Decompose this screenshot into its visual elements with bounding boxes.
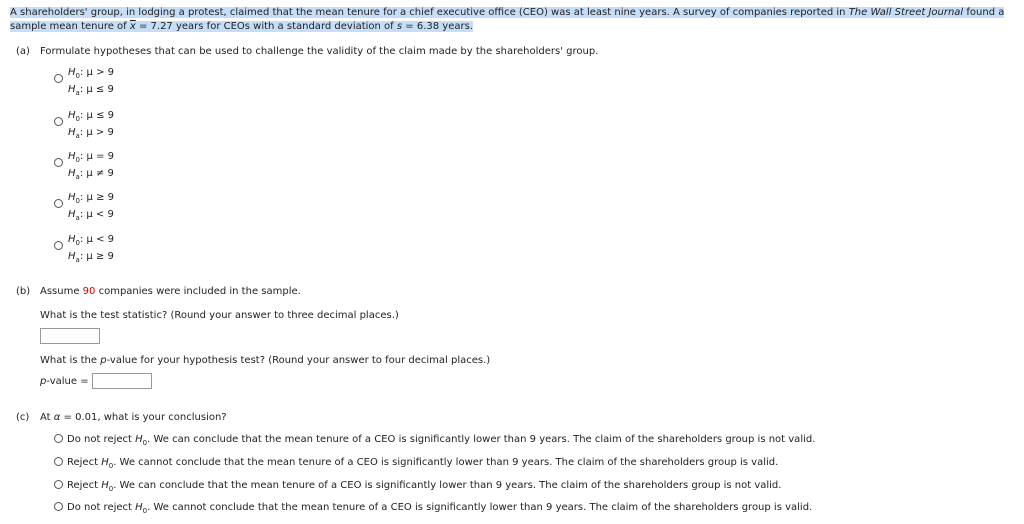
radio-button[interactable] xyxy=(54,117,63,126)
part-b-question: (b) Assume 90 companies were included in the sample. xyxy=(16,286,301,297)
intro-text: A shareholders' group, in lodging a protest, claimed that the mean tenure for a chief executive office (CEO) was at least nine years. A survey of companies reported in The Wall Street Journal found a sample mean tenure of $\overline{x} = 7.27$ years for CEOs with a standard deviation of s = 6.38 years. xyxy=(10,7,1005,32)
xbar-symbol: $\overline{x}$ xyxy=(129,21,136,32)
radio-button[interactable] xyxy=(54,502,63,511)
s-symbol: s xyxy=(396,21,403,32)
radio-button[interactable] xyxy=(54,74,63,83)
h0-text: : μ < 9 xyxy=(80,234,115,245)
h0-text: : μ ≤ 9 xyxy=(80,110,115,121)
ha-text: : μ ≥ 9 xyxy=(79,251,114,262)
p-value-label-p: p xyxy=(40,376,47,387)
problem-page: A shareholders' group, in lodging a protest, claimed that the mean tenure for a chief executive office (CEO) was at least nine years. A survey of companies reported in The Wall Street Journal found a sample mean tenure of $\overline{x} = 7.27$ years for CEOs with a standard deviation of s = 6.38 years. (a) Formulate hypotheses that can be used to challenge the validity of the claim made by the shareholders' group. $H_0$: μ > 9 $H_a$: μ ≤ 9 $H_0$: μ ≤ 9 $H_a$: μ > 9 $H_0$: μ = 9 $H_a$: μ ≠ 9 $H_0$: μ ≥ 9 $H_a$: μ < 9 $H_0$: μ < 9 $H_a$: μ ≥ 9 (b) Assume 90 companies were included in the sample. What is the test statistic? (Round your answer to three decimal places.) What is the p-value for your hypothesis test? (Round your answer to four decimal places.) p-value = (c) At α = 0.01, what is your conclusion? Do not reject $H_0$. We can conclude that the mean tenure of a CEO is significantly lower than 9 years. The claim of the shareholders group is not valid. Reject $H_0$. We cannot conclude that the mean tenure of a CEO is significantly lower than 9 years. The claim of the shareholders group is valid. Reject $H_0$. We can conclude that the mean tenure of a CEO is significantly lower than 9 years. The claim of the shareholders group is not valid. Do not reject $H_0$. We cannot conclude that the mean tenure of a CEO is significantly lower than 9 years. The claim of the shareholders group is valid. xyxy=(0,0,1024,524)
conclusion-option-1[interactable]: Do not reject $H_0$. We can conclude that the mean tenure of a CEO is significantly lower than 9 years. The claim of the shareholders group is not valid. xyxy=(54,433,815,450)
test-statistic-input-wrap xyxy=(40,328,100,344)
ha-text: : μ < 9 xyxy=(79,209,114,220)
conclusion-option-4[interactable]: Do not reject $H_0$. We cannot conclude that the mean tenure of a CEO is significantly lower than 9 years. The claim of the shareholders group is valid. xyxy=(54,501,812,518)
part-a-text: Formulate hypotheses that can be used to challenge the validity of the claim made by the shareholders' group. xyxy=(40,46,599,57)
radio-button[interactable] xyxy=(54,457,63,466)
part-c-question: (c) At α = 0.01, what is your conclusion? xyxy=(16,412,227,423)
h0-text: : μ ≥ 9 xyxy=(80,192,115,203)
sample-size: 90 xyxy=(82,286,96,297)
radio-button[interactable] xyxy=(54,434,63,443)
part-c-label: (c) xyxy=(16,412,30,423)
part-a-label: (a) xyxy=(16,46,30,57)
conclusion-option-3[interactable]: Reject $H_0$. We can conclude that the mean tenure of a CEO is significantly lower than 9 years. The claim of the shareholders group is not valid. xyxy=(54,479,781,496)
test-statistic-input[interactable] xyxy=(40,328,100,344)
h0-text: : μ > 9 xyxy=(80,67,115,78)
p-value-label: -value = xyxy=(46,376,92,387)
radio-button[interactable] xyxy=(54,199,63,208)
h0-text: : μ = 9 xyxy=(80,151,115,162)
journal-name: The Wall Street Journal xyxy=(848,7,964,18)
radio-button[interactable] xyxy=(54,480,63,489)
ha-text: : μ ≤ 9 xyxy=(79,84,114,95)
part-b-label: (b) xyxy=(16,286,31,297)
test-statistic-question: What is the test statistic? (Round your answer to three decimal places.) xyxy=(40,310,399,321)
p-value-question: What is the p-value for your hypothesis test? (Round your answer to four decimal places.) xyxy=(40,355,491,366)
part-a-question xyxy=(16,46,598,57)
ha-text: : μ > 9 xyxy=(79,127,114,138)
p-value-row xyxy=(40,373,152,389)
conclusion-option-2[interactable]: Reject $H_0$. We cannot conclude that the mean tenure of a CEO is significantly lower than 9 years. The claim of the shareholders group is valid. xyxy=(54,456,778,473)
radio-button[interactable] xyxy=(54,241,63,250)
problem-statement xyxy=(10,6,1020,34)
p-value-input[interactable] xyxy=(92,373,152,389)
ha-text: : μ ≠ 9 xyxy=(79,168,114,179)
radio-button[interactable] xyxy=(54,158,63,167)
